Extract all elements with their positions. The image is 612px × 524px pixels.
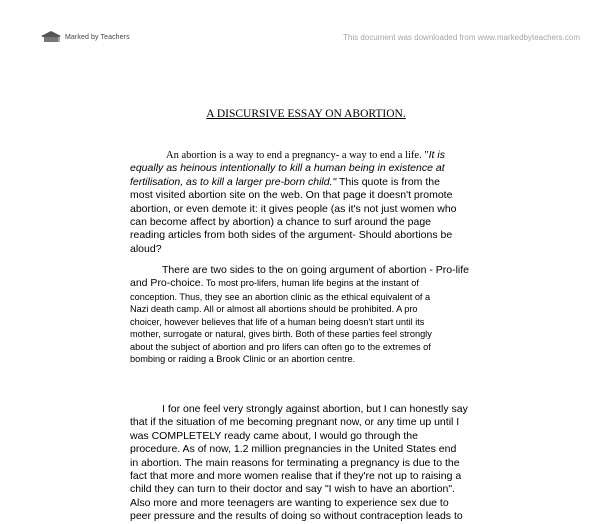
p1-line-5: abortion, or even demote it: it gives people (as it's not just women who [130,202,457,215]
document-header [40,28,580,48]
p2-line-4: Nazi death camp. All or almost all abortions should be prohibited. A pro [130,304,418,315]
p3-line-7: child they can turn to their doctor and say "I wish to have an abortion". [130,483,455,496]
p2-line-7: about the subject of abortion and pro lifers can often go to the extremes of [130,341,431,352]
p1-line-1: An abortion is a way to end a pregnancy- a way to end a life. "It is [166,149,445,161]
p1-line-7: reading articles from both sides of the argument- Should abortions be [130,229,453,242]
p3-line-9: peer pressure and the results of doing so without contraception leads to [130,510,463,523]
paragraph-3 [130,403,510,524]
p2-line-8: bombing or raiding a Brook Clinic or an abortion centre. [130,354,356,365]
logo-text: Marked by Teachers [65,33,130,41]
p3-line-4: procedure. As of now, 1.2 million pregnancies in the United States end [130,443,457,456]
p3-line-5: in abortion. The main reasons for terminating a pregnancy is due to the [130,456,460,469]
paragraph-1 [130,149,510,256]
p1-line-6: can become affect by abortion) a chance to surf around the page [130,216,432,229]
p2-line-3: conception. Thus, they see an abortion clinic as the ethical equivalent of a [130,291,431,302]
p1-line-3: fertilisation, as to kill a larger pre-born child." This quote is from the [130,175,440,188]
p2-line-2: and Pro-choice. To most pro-lifers, human life begins at the instant of [130,277,419,290]
p3-line-3: was COMPLETELY ready came about, I would go through the [130,429,418,442]
p2-line-6: mother, surrogate or natural, gives birth. Both of these parties feel strongly [130,329,432,340]
p2-line-5: choicer, however believes that life of a human being doesn't start until its [130,316,425,327]
teacher-hat-icon [40,30,62,44]
essay-title: A DISCURSIVE ESSAY ON ABORTION. [206,108,406,120]
p1-line-2: equally as heinous intentionally to kill a human being in existence at [130,162,445,175]
paragraph-2 [130,264,510,366]
marked-by-teachers-logo[interactable] [40,30,130,44]
p2-line-1: There are two sides to the on going argument of abortion - Pro-life [162,264,470,276]
p3-line-6: fact that more and more women realise that if they're not up to raising a [130,470,462,483]
p1-line-4: most visited abortion site on the web. On that page it doesn't promote [130,189,453,202]
download-note: This document was downloaded from www.markedbyteachers.com [343,33,580,42]
p3-line-2: that if the situation of me becoming pregnant now, or any time up until I [130,416,460,429]
p3-line-8: Also more and more teenagers are wanting to experience sex due to [130,496,449,509]
p3-line-1: I for one feel very strongly against abortion, but I can honestly say [162,403,468,415]
p1-line-8: aloud? [130,242,162,255]
